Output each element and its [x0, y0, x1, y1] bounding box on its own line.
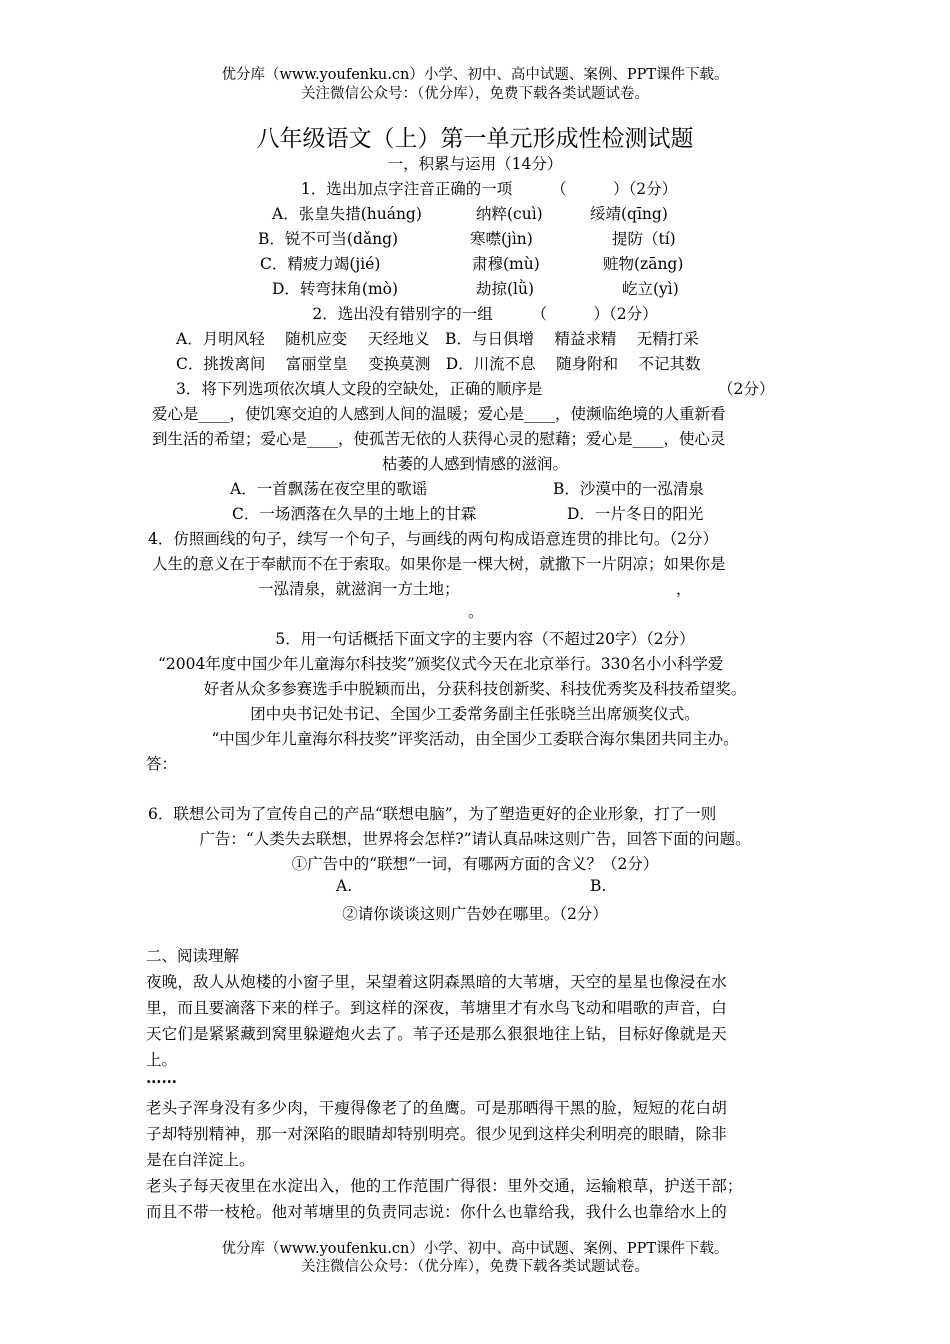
q5-passage-line-1: “2004年度中国少年儿童海尔科技奖”颁奖仪式今天在北京举行。330名小小科学爱 — [158, 655, 724, 673]
q2-options-row-2: C．挑拨离间 富丽堂皇 变换莫测 D．川流不息 随身附和 不记其数 — [176, 355, 701, 373]
q5-passage-line-3: 团中央书记处书记、全国少工委常务副主任张晓兰出席颁奖仪式。 — [250, 705, 700, 723]
header-line-2: 关注微信公众号：（优分库），免费下载各类试题试卷。 — [301, 86, 649, 102]
q3-option-c: C．一场洒落在久旱的土地上的甘霖 — [232, 505, 477, 523]
q1-option-d2: 劫掠(lǜ) — [476, 280, 535, 298]
q1-option-a3: 绥靖(qīng) — [590, 205, 668, 223]
q6-passage-line-1: 6．联想公司为了宣传自己的产品“联想电脑”，为了塑造更好的企业形象，打了一则 — [148, 805, 717, 823]
reading-line-9: 而且不带一枝枪。他对苇塘里的负责同志说：你什么也靠给我，我什么也靠给水上的 — [146, 1203, 727, 1221]
q4-passage-line-2: 一泓清泉，就滋润一方土地； — [258, 580, 460, 598]
q6-subquestion-1: ①广告中的“联想”一词，有哪两方面的含义？（2分） — [291, 855, 659, 873]
q2-stem: 2．选出没有错别字的一组 （ ）（2分） — [312, 305, 658, 323]
q1-option-c3: 赃物(zāng) — [603, 255, 684, 273]
section-1-heading: 一，积累与运用（14分） — [387, 155, 563, 173]
reading-line-1: 夜晚，敌人从炮楼的小窗子里，呆望着这阴森黑暗的大苇塘，天空的星星也像浸在水 — [146, 973, 727, 991]
q1-stem: 1．选出加点字注音正确的一项 （ ）（2分） — [300, 180, 678, 198]
q5-passage-line-2: 好者从众多参赛选手中脱颖而出，分获科技创新奖、科技优秀奖及科技希望奖。 — [203, 680, 747, 698]
q1-option-b2: 寒噤(jìn) — [470, 230, 533, 248]
reading-line-3: 天它们是紧紧藏到窝里躲避炮火去了。苇子还是那么狠狠地往上钻，目标好像就是天 — [146, 1025, 727, 1043]
q3-option-a: A．一首飘荡在夜空里的歌谣 — [230, 480, 428, 498]
q4-comma: ， — [676, 580, 692, 598]
q6-answer-a: A. — [336, 877, 353, 895]
q3-passage-line-2: 到生活的希望；爱心是____，使孤苦无依的人获得心灵的慰藉；爱心是____，使心灵 — [152, 430, 726, 448]
q1-option-c1: C．精疲力竭(jié) — [260, 255, 381, 273]
q1-option-b3: 提防（tí) — [612, 230, 676, 248]
q4-passage-line-1: 人生的意义在于奉献而不在于索取。如果你是一棵大树，就撒下一片阴凉；如果你是 — [152, 555, 726, 573]
q1-option-d1: D．转弯抹角(mò) — [272, 280, 399, 298]
q3-passage-line-3: 枯萎的人感到情感的滋润。 — [381, 455, 568, 473]
reading-line-4: 上。 — [146, 1051, 178, 1069]
q4-period: 。 — [468, 603, 484, 621]
q6-answer-b: B. — [590, 877, 607, 895]
q5-answer-label: 答： — [146, 755, 178, 773]
q1-option-a2: 纳粹(cuì) — [476, 205, 543, 223]
q3-passage-line-1: 爱心是____，使饥寒交迫的人感到人间的温暖；爱心是____，使濒临绝境的人重新看 — [152, 405, 726, 423]
q3-option-b: B．沙漠中的一泓清泉 — [553, 480, 704, 498]
q2-options-row-1: A．月明风轻 随机应变 天经地义 B．与日俱增 精益求精 无精打采 — [176, 330, 699, 348]
q1-option-d3: 屹立(yì) — [622, 280, 679, 298]
q5-passage-line-4: “中国少年儿童海尔科技奖”评奖活动，由全国少工委联合海尔集团共同主办。 — [211, 730, 739, 748]
q1-option-b1: B．锐不可当(dǎng) — [258, 230, 399, 248]
q6-subquestion-2: ②请你谈谈这则广告妙在哪里。（2分） — [342, 905, 608, 923]
section-2-heading: 二、阅读理解 — [146, 947, 240, 965]
q6-passage-line-2: 广告：“人类失去联想，世界将会怎样?”请认真品味这则广告，回答下面的问题。 — [199, 830, 751, 848]
q4-stem: 4．仿照画线的句子，续写一个句子，与画线的两句构成语意连贯的排比句。（2分） — [148, 530, 718, 548]
document-title: 八年级语文（上）第一单元形成性检测试题 — [256, 126, 694, 152]
q3-option-d: D．一片冬日的阳光 — [567, 505, 704, 523]
reading-line-6: 子却特别精神，那一对深陷的眼睛却特别明亮。很少见到这样尖利明亮的眼睛，除非 — [146, 1125, 727, 1143]
q1-option-a1: A．张皇失措(huáng) — [272, 205, 422, 223]
q3-score: （2分） — [718, 380, 775, 398]
reading-line-8: 老头子每天夜里在水淀出入，他的工作范围广得很：里外交通，运输粮草，护送干部； — [146, 1177, 743, 1195]
footer-line-2: 关注微信公众号：（优分库），免费下载各类试题试卷。 — [301, 1259, 649, 1275]
header-line-1: 优分库（www.youfenku.cn）小学、初中、高中试题、案例、PPT课件下载。 — [221, 67, 729, 83]
q1-option-c2: 肃穆(mù) — [472, 255, 540, 273]
reading-line-2: 里，而且要滴落下来的样子。到这样的深夜，苇塘里才有水鸟飞动和唱歌的声音，白 — [146, 999, 727, 1017]
q3-stem: 3．将下列选项依次填人文段的空缺处，正确的顺序是 — [176, 380, 543, 398]
reading-line-7: 是在白洋淀上。 — [146, 1151, 255, 1169]
q5-stem: 5．用一句话概括下面文字的主要内容（不超过20字）（2分） — [275, 630, 695, 648]
footer-line-1: 优分库（www.youfenku.cn）小学、初中、高中试题、案例、PPT课件下载。 — [221, 1241, 729, 1257]
reading-line-5: 老头子浑身没有多少肉，干瘦得像老了的鱼鹰。可是那晒得干黑的脸，短短的花白胡 — [146, 1099, 727, 1117]
reading-ellipsis: …… — [146, 1068, 177, 1087]
